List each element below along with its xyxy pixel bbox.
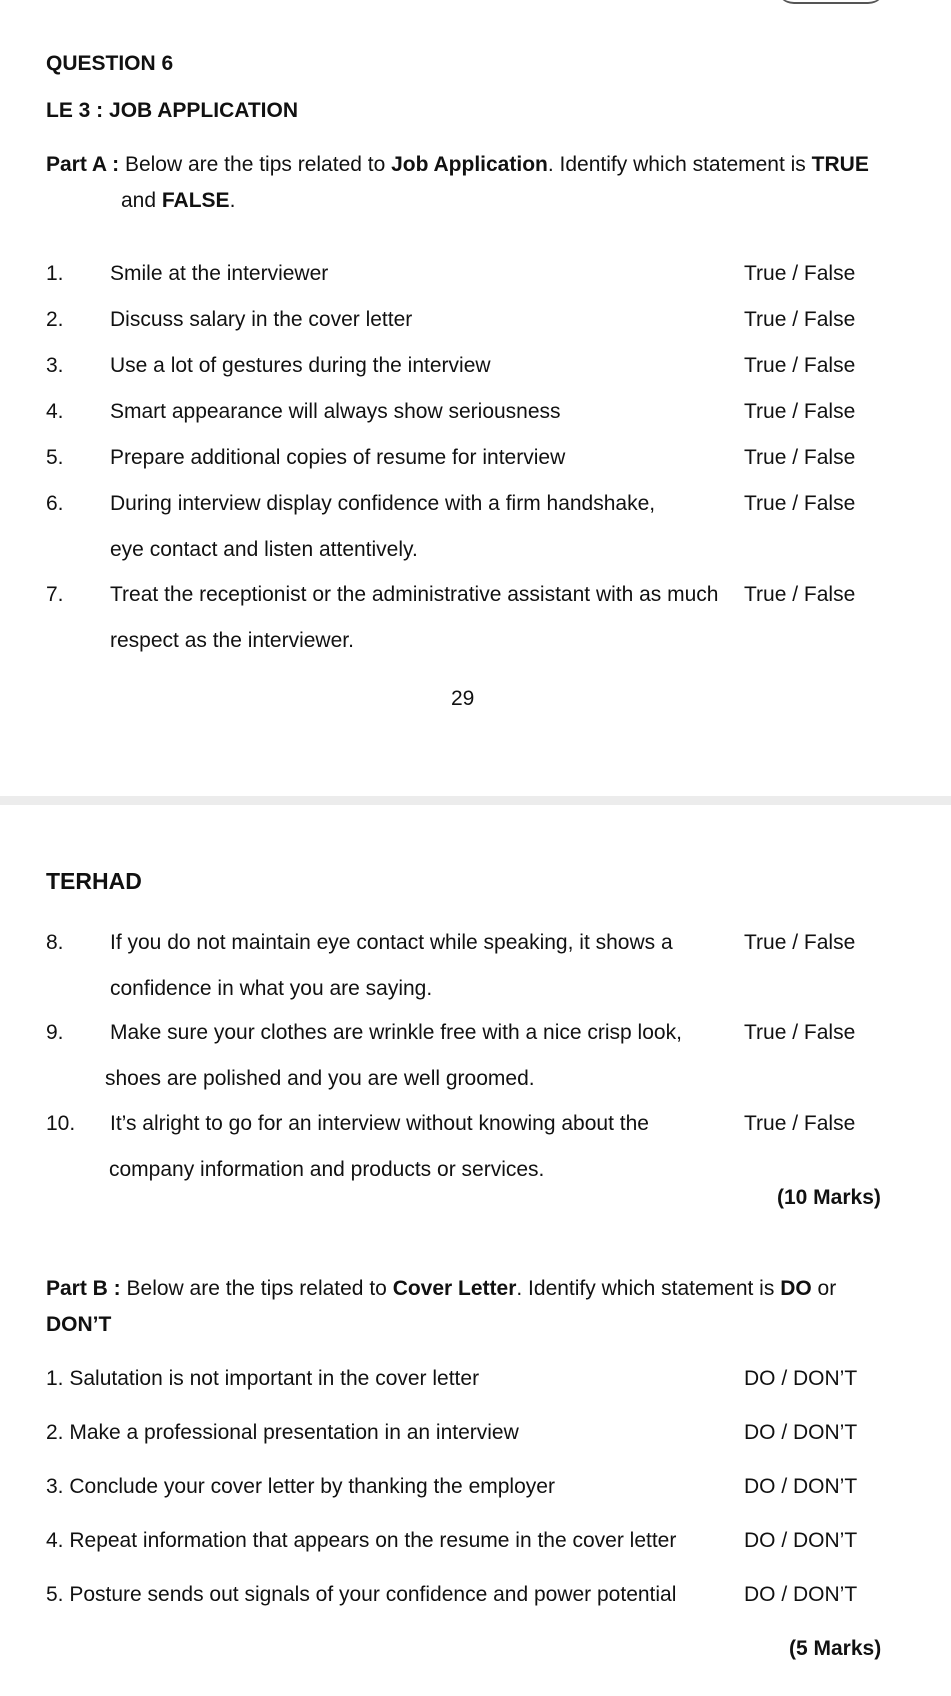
part-b-dont-word: DON’T [46, 1313, 112, 1336]
question-title: QUESTION 6 [46, 52, 174, 75]
item-statement: Use a lot of gestures during the interview [110, 354, 491, 377]
part-a-intro-text: Below are the tips related to [119, 153, 392, 176]
item-number: 5. [46, 446, 64, 469]
item-statement: Treat the receptionist or the administrative assistant with as much [110, 583, 719, 606]
part-a-true-word: TRUE [811, 153, 869, 176]
true-false-choice[interactable]: True / False [744, 492, 856, 515]
part-a-intro-end: . [229, 189, 236, 212]
do-dont-choice[interactable]: DO / DON’T [744, 1529, 858, 1552]
true-false-choice[interactable]: True / False [744, 1112, 856, 1135]
item-statement: Make sure your clothes are wrinkle free with a nice crisp look, [110, 1021, 682, 1044]
item-statement: Smile at the interviewer [110, 262, 329, 285]
true-false-choice[interactable]: True / False [744, 262, 856, 285]
item-number: 6. [46, 492, 64, 515]
item-statement-cont: shoes are polished and you are well groomed. [105, 1067, 535, 1090]
part-b-item: 3. Conclude your cover letter by thanking the employer [46, 1475, 555, 1498]
true-false-choice[interactable]: True / False [744, 583, 856, 606]
item-number: 9. [46, 1021, 64, 1044]
item-statement: Prepare additional copies of resume for interview [110, 446, 566, 469]
do-dont-choice[interactable]: DO / DON’T [744, 1367, 858, 1390]
part-b-or-word: or [811, 1277, 837, 1300]
part-b-topic: Cover Letter [392, 1277, 517, 1300]
true-false-choice[interactable]: True / False [744, 1021, 856, 1044]
part-b-intro [46, 1277, 836, 1301]
do-dont-choice[interactable]: DO / DON’T [744, 1421, 858, 1444]
item-statement-cont: confidence in what you are saying. [110, 977, 433, 1000]
part-b-item: 4. Repeat information that appears on the resume in the cover letter [46, 1529, 677, 1552]
item-statement-cont: eye contact and listen attentively. [110, 538, 418, 561]
item-statement-cont: respect as the interviewer. [110, 629, 354, 652]
part-a-and-word: and [121, 189, 162, 212]
part-b-item: 2. Make a professional presentation in an interview [46, 1421, 519, 1444]
part-b-item: 1. Salutation is not important in the cover letter [46, 1367, 480, 1390]
part-b-do-word: DO [780, 1277, 812, 1300]
part-b-intro-text: Below are the tips related to [120, 1277, 393, 1300]
restricted-header: TERHAD [46, 868, 142, 894]
item-statement: If you do not maintain eye contact while speaking, it shows a [110, 931, 673, 954]
do-dont-choice[interactable]: DO / DON’T [744, 1583, 858, 1606]
part-a-topic: Job Application [391, 153, 548, 176]
item-statement: Discuss salary in the cover letter [110, 308, 413, 331]
part-a-intro [46, 153, 869, 177]
item-statement: During interview display confidence with a firm handshake, [110, 492, 656, 515]
item-number: 1. [46, 262, 64, 285]
page-separator [0, 796, 951, 805]
item-number: 3. [46, 354, 64, 377]
item-statement: It’s alright to go for an interview without knowing about the [110, 1112, 649, 1135]
do-dont-choice[interactable]: DO / DON’T [744, 1475, 858, 1498]
item-number: 10. [46, 1112, 76, 1135]
part-b-item: 5. Posture sends out signals of your confidence and power potential [46, 1583, 677, 1606]
part-a-marks: (10 Marks) [777, 1186, 881, 1209]
learning-element-title: LE 3 : JOB APPLICATION [46, 99, 299, 122]
item-number: 8. [46, 931, 64, 954]
item-number: 4. [46, 400, 64, 423]
true-false-choice[interactable]: True / False [744, 354, 856, 377]
part-a-label: Part A : [46, 153, 120, 176]
true-false-choice[interactable]: True / False [744, 308, 856, 331]
part-b-intro-text-2: . Identify which statement is [516, 1277, 781, 1300]
part-a-intro-text-2: . Identify which statement is [547, 153, 812, 176]
true-false-choice[interactable]: True / False [744, 400, 856, 423]
part-b-label: Part B : [46, 1277, 121, 1300]
true-false-choice[interactable]: True / False [744, 446, 856, 469]
item-number: 7. [46, 583, 64, 606]
item-statement-cont: company information and products or services. [109, 1158, 545, 1181]
part-a-intro-line2 [121, 189, 235, 213]
part-a-false-word: FALSE [161, 189, 230, 212]
true-false-choice[interactable]: True / False [744, 931, 856, 954]
page-number: 29 [451, 687, 475, 710]
top-edge-mark [776, 0, 886, 4]
item-number: 2. [46, 308, 64, 331]
item-statement: Smart appearance will always show seriousness [110, 400, 561, 423]
part-b-marks: (5 Marks) [789, 1637, 882, 1660]
